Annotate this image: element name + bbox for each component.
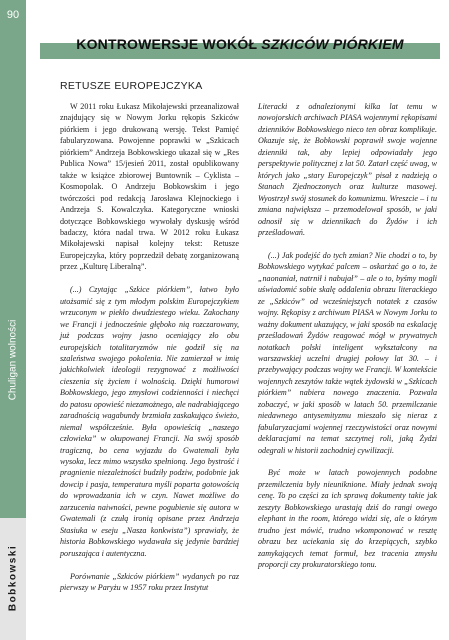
journal-label: Bobkowski xyxy=(7,544,19,612)
paragraph: (...) Jak podejść do tych zmian? Nie chodzi o to, by Bobkowskiego wytykać palcem – oskarżać go o to, że „naonaniał, natrnił i nabujał” – ale o to, byśmy mogli uświadomić sobie skalę oddalenia obrazu literackiego ze „Szkiców” od wcześniejszych notatek z czasów wojny. Rękopisy z archiwum PIASA w Nowym Jorku to ważny dokument ukazujący, w jaki sposób na eskalację prześladowań Żydów reagować mógł w prywatnych notatkach polski inteligent wykształcony na warszawskiej uczelni drugiej połowy lat 30. – i przebywający podczas wojny we Francji. W kontekście wojennych zeszytów także wątek żydowski w „Szkicach piórkiem” nabiera nowego znaczenia. Pozwala zobaczyć, w jaki sposób w latach 50. przemilczanie niedawnego antysemityzmu mieszało się nieraz z fabularyzacjami wojennej rzeczywistości oraz nowymi deklaracjami na temat szczytnej roli, jaką Żydzi odegrali w historii zachodniej cywilizacji. xyxy=(258,250,437,455)
article-subtitle: RETUSZE EUROPEJCZYKA xyxy=(60,80,203,92)
article-title-italic: SZKICÓW PIÓRKIEM xyxy=(261,36,404,52)
paragraph: W 2011 roku Łukasz Mikołajewski przeanalizował znajdujący się w Nowym Jorku rękopis Szkiców piórkiem i jego drukowaną wersję. Tekst Pamięć fabularyzowana. Powojenne poprawki w „Szkicach piórkiem” Andrzeja Bobkowskiego ukazał się w „Res Publica Nowa” 15/jesień 2011, został opublikowany także w książce zbiorowej Buntownik – Cyklista – Kosmopolak. O Andrzeju Bobkowskim i jego twórczości pod redakcją Jarosława Klejnockiego i Andrzeja S. Kowalczyka. Kategoryczne wnioski dotyczące Bobkowskiego wywołały dyskusję wśród badaczy, która nadal trwa. W 2012 roku Łukasz Mikołajewski napisał kolejny tekst: Retusze Europejczyka, który poprzedził debatę zorganizowaną przez „Kulturę Liberalną”. xyxy=(60,102,239,272)
paragraph: Literacki z odnalezionymi kilka lat temu w nowojorskich archiwach PIASA wojennymi rękopisami dzienników Bobkowskiego nieco ten obraz komplikuje. Okazuje się, że Bobkowski poprawił swoje wojenne dzienniki tak, aby lepiej odpowiadały jego perspektywie politycznej z lat 50. Zatarł część uwag, w których jako „stary Europejczyk” pisał z nadzieją o Stanach Zjednoczonych oraz kulturze masowej. Wyostrzył swój stosunek do komunizmu. Wreszcie – i tu zmiana największa – przemodelował sposób, w jaki odnosił się w dziennikach do Żydów i ich prześladowań. xyxy=(258,102,437,237)
side-rail xyxy=(0,0,34,640)
article-title-main: KONTROWERSJE WOKÓŁ xyxy=(76,36,262,52)
text-column-left xyxy=(60,101,239,605)
article-title xyxy=(40,36,440,52)
paragraph: Porównanie „Szkiców piórkiem” wydanych po raz pierwszy w Paryżu w 1957 roku przez Instytut xyxy=(60,571,239,592)
text-column-right xyxy=(258,101,437,582)
page-number: 90 xyxy=(0,0,26,30)
paragraph: Być może w latach powojennych podobne przemilczenia były nieuniknione. Miały jednak swoją cenę. To po części za ich sprawą dokumenty takie jak zeszyty Bobkowskiego urastają dziś do rangi owego elephant in the room, którego widzi się, ale o którym trudno jest mówić, trudno wkomponować w resztę obrazu bez uciekania się do krzepiących, szybko zamykających temat formuł, bez tracenia zmysłu proporcji czy prokuratorskiego tonu. xyxy=(258,468,437,570)
paragraph: (...) Czytając „Szkice piórkiem”, łatwo było utożsamić się z tym młodym polskim Europejczykiem wrzuconym w piekło dwudziestego wieku. Zakochany we Francji i jednocześnie głęboko nią rozczarowany, już podczas wojny jasno oceniający zło obu europejskich totalitaryzmów nie godził się na szaleństwa swojego pokolenia. Nie zamierzał w imię jakichkolwiek ideologii rezygnować z możliwości cieszenia się życiem i wolnością. Dzięki humorowi Bobkowskiego, jego zmysłowi codzienności i niechęci do patosu opowieść niezamożnego, ale nadrabiającego zaradnością wagabundy brzmiała zaskakująco świeżo, niemal współcześnie. Była opowieścią „naszego człowieka” w okupowanej Francji. Na swój sposób tragiczną, bo cena wyjazdu do Gwatemali była wysoka, lecz mimo wszystko spełnioną. Jego bystrość i pragnienie niezależności budziły podziw, podobnie jak dowcip i pasja, temperatura myśli poparta gotowością do wprowadzania ich w czyn. Nawet możliwe do zarzucenia naiwności, pewne pogubienie się autora w Gwatemali (z czułą ironią opisane przez Andrzeja Stasiuka w eseju „Nasza konkwista”) sprawiały, że historia Bobkowskiego wydawała się jedynie bardziej poruszająca i autentyczna. xyxy=(60,285,239,558)
section-label: Chuligan wolności xyxy=(7,319,19,401)
section-band xyxy=(0,30,26,518)
